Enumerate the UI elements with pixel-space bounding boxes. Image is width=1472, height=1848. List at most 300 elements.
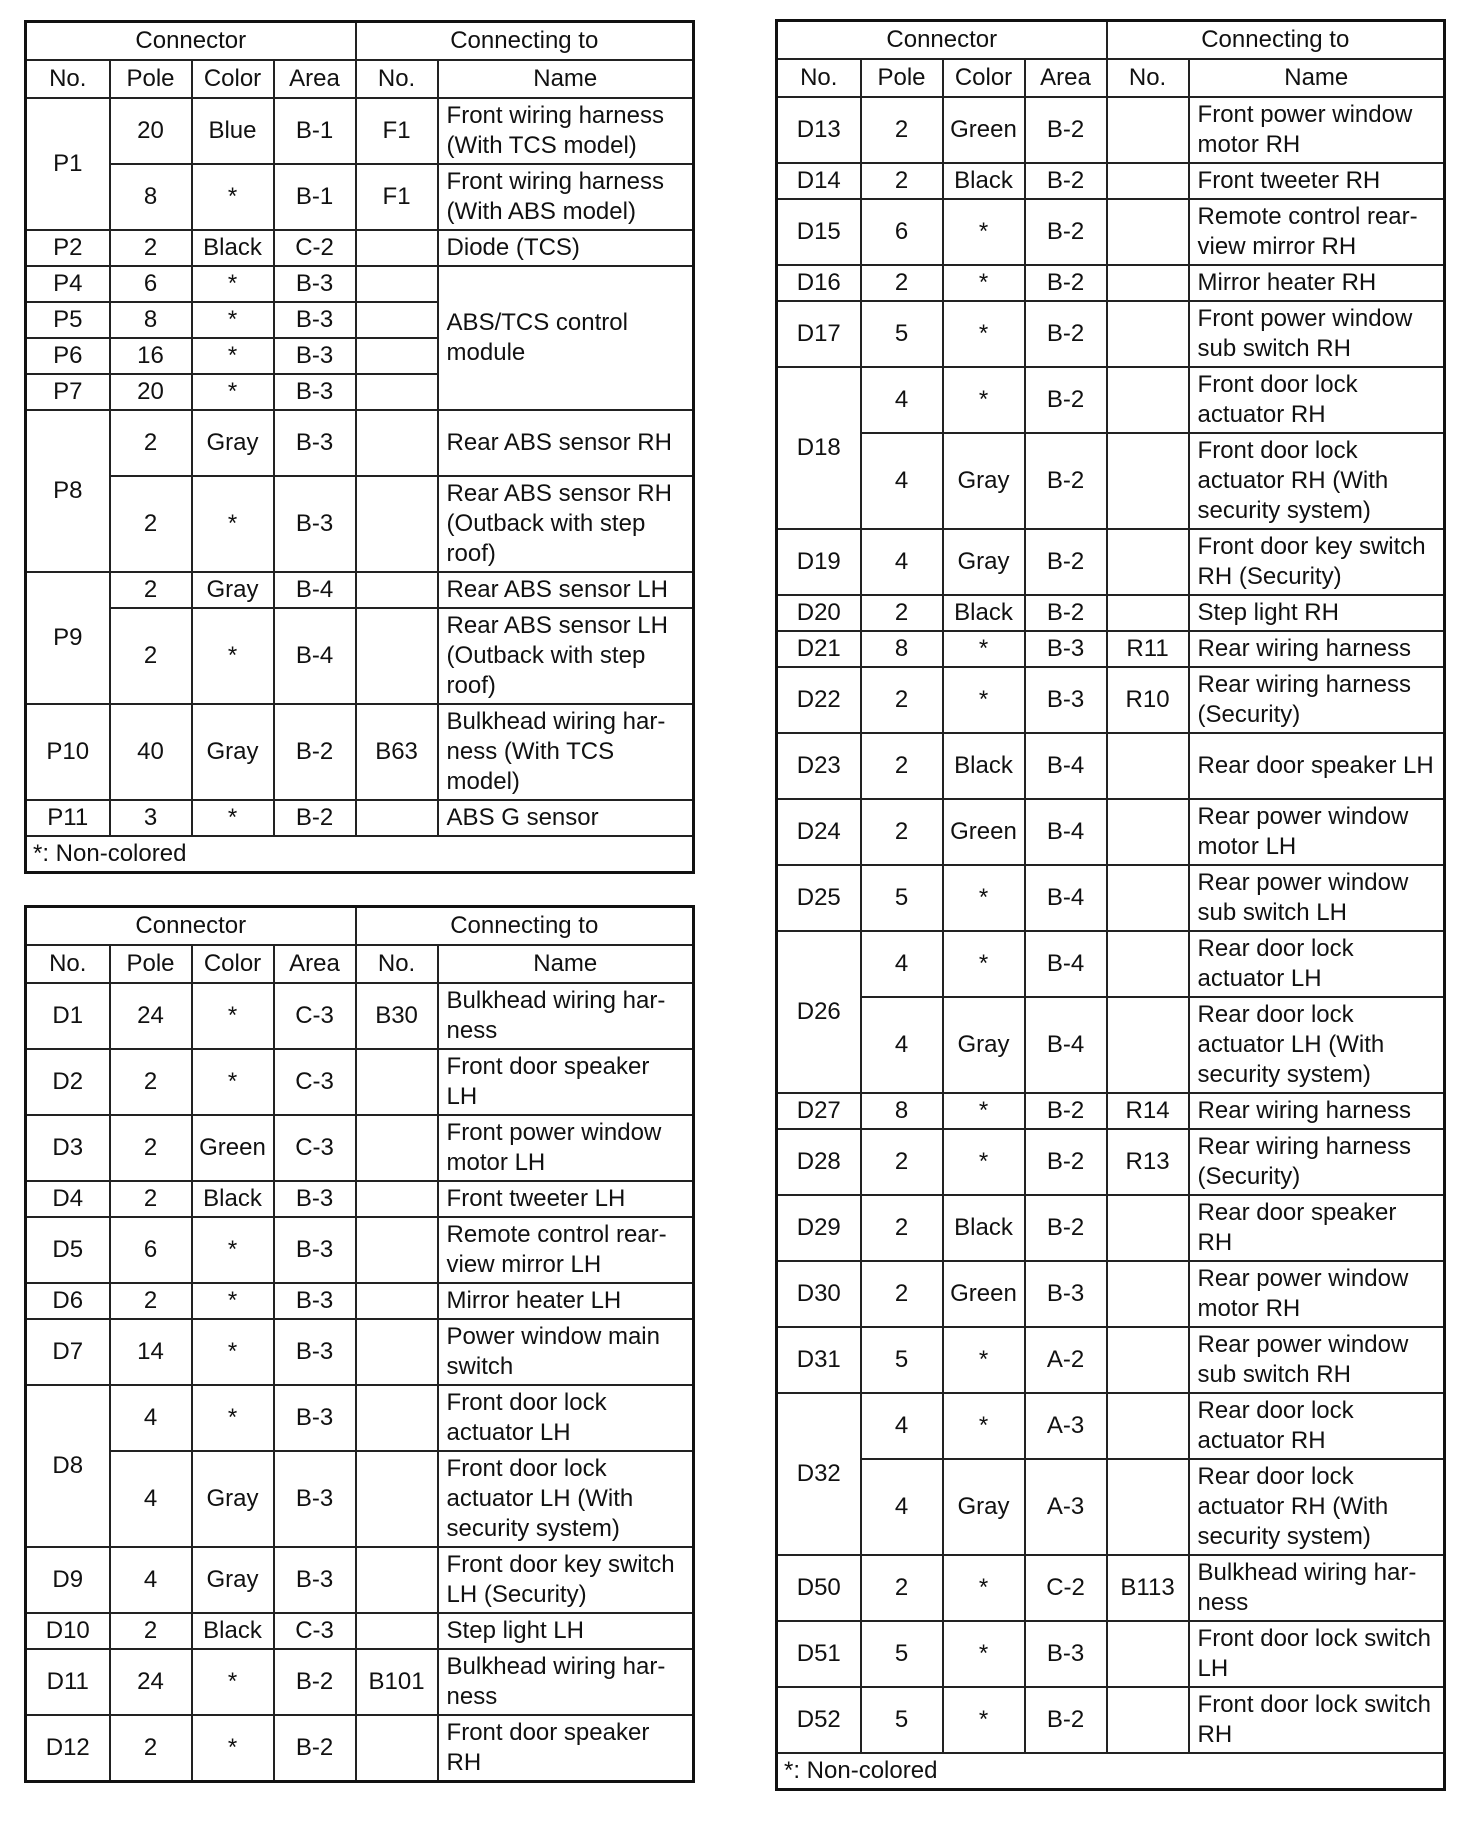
connector-no: D13 xyxy=(777,97,861,163)
wire-color: Black xyxy=(192,1613,274,1649)
connecting-no: F1 xyxy=(356,164,438,230)
pole-count: 4 xyxy=(861,367,943,433)
area-code: B-2 xyxy=(1025,367,1107,433)
pole-count: 2 xyxy=(110,1715,192,1781)
area-code: B-3 xyxy=(1025,1261,1107,1327)
area-code: B-4 xyxy=(1025,799,1107,865)
connecting-no xyxy=(1107,931,1189,997)
header-to-no: No. xyxy=(1107,59,1189,97)
pole-count: 8 xyxy=(861,1093,943,1129)
header-area: Area xyxy=(1025,59,1107,97)
pole-count: 4 xyxy=(110,1547,192,1613)
area-code: B-2 xyxy=(274,1715,356,1781)
connector-no: D19 xyxy=(777,529,861,595)
connecting-no xyxy=(1107,865,1189,931)
connecting-name: ABS G sensor xyxy=(438,800,694,836)
connecting-no xyxy=(356,338,438,374)
header-area: Area xyxy=(274,945,356,983)
table-row xyxy=(26,1217,694,1283)
header-no: No. xyxy=(26,60,110,98)
connecting-no: B63 xyxy=(356,704,438,800)
connector-no: P11 xyxy=(26,800,110,836)
table-row xyxy=(26,1115,694,1181)
connecting-name: Rear wiring harness xyxy=(1189,1093,1445,1129)
table-row xyxy=(26,230,694,266)
area-code: B-3 xyxy=(1025,631,1107,667)
connector-no: P8 xyxy=(26,410,110,572)
pole-count: 2 xyxy=(861,97,943,163)
connector-no: P10 xyxy=(26,704,110,800)
connecting-name: Rear ABS sensor LH xyxy=(438,572,694,608)
connecting-name: Rear power window sub switch RH xyxy=(1189,1327,1445,1393)
area-code: B-3 xyxy=(1025,1621,1107,1687)
connecting-no xyxy=(356,476,438,572)
area-code: B-2 xyxy=(1025,1093,1107,1129)
connecting-name: Front tweeter RH xyxy=(1189,163,1445,199)
wire-color: * xyxy=(943,931,1025,997)
wire-color: * xyxy=(192,302,274,338)
header-to-no: No. xyxy=(356,60,438,98)
table-row xyxy=(26,1385,694,1451)
wire-color: Gray xyxy=(192,572,274,608)
wire-color: * xyxy=(192,164,274,230)
connecting-no xyxy=(356,266,438,302)
header-color: Color xyxy=(192,945,274,983)
pole-count: 2 xyxy=(110,608,192,704)
connecting-no: R14 xyxy=(1107,1093,1189,1129)
connector-no: D8 xyxy=(26,1385,110,1547)
connecting-name: Remote control rear-view mirror LH xyxy=(438,1217,694,1283)
table-row xyxy=(26,1715,694,1781)
connecting-no xyxy=(1107,595,1189,631)
wire-color: * xyxy=(192,1283,274,1319)
header-no: No. xyxy=(777,59,861,97)
area-code: B-2 xyxy=(274,1649,356,1715)
table-row xyxy=(777,163,1445,199)
table-row xyxy=(777,1555,1445,1621)
pole-count: 5 xyxy=(861,1621,943,1687)
pole-count: 2 xyxy=(110,1613,192,1649)
header-to-no: No. xyxy=(356,945,438,983)
wire-color: Black xyxy=(192,1181,274,1217)
connecting-name: Rear wiring harness (Security) xyxy=(1189,1129,1445,1195)
area-code: B-3 xyxy=(274,1385,356,1451)
wire-color: * xyxy=(943,865,1025,931)
connecting-name: ABS/TCS control module xyxy=(438,266,694,410)
connector-no: D31 xyxy=(777,1327,861,1393)
connector-no: P5 xyxy=(26,302,110,338)
connecting-no: B30 xyxy=(356,983,438,1049)
connector-no: D22 xyxy=(777,667,861,733)
connecting-no xyxy=(1107,199,1189,265)
connecting-name: Front power window sub switch RH xyxy=(1189,301,1445,367)
connector-no: D17 xyxy=(777,301,861,367)
footnote-row xyxy=(26,836,694,872)
header-connecting-to: Connecting to xyxy=(356,907,694,946)
pole-count: 4 xyxy=(861,931,943,997)
connecting-no xyxy=(1107,1195,1189,1261)
table-row xyxy=(26,572,694,608)
wire-color: * xyxy=(943,631,1025,667)
connecting-name: Rear power window motor LH xyxy=(1189,799,1445,865)
wire-color: * xyxy=(943,1621,1025,1687)
wire-color: Green xyxy=(943,97,1025,163)
table-row xyxy=(777,1687,1445,1753)
connector-no: D18 xyxy=(777,367,861,529)
header-connector: Connector xyxy=(26,22,356,61)
wire-color: * xyxy=(943,1129,1025,1195)
table-row xyxy=(26,800,694,836)
area-code: B-3 xyxy=(274,1217,356,1283)
connecting-no xyxy=(356,230,438,266)
connecting-name: Bulkhead wiring har-ness xyxy=(1189,1555,1445,1621)
connecting-no xyxy=(1107,97,1189,163)
header-name: Name xyxy=(1189,59,1445,97)
table-row xyxy=(26,608,694,704)
table-row xyxy=(777,433,1445,529)
connecting-no xyxy=(356,1385,438,1451)
table-row xyxy=(777,97,1445,163)
area-code: B-3 xyxy=(274,1181,356,1217)
wire-color: * xyxy=(192,338,274,374)
connecting-name: Mirror heater LH xyxy=(438,1283,694,1319)
connector-no: D29 xyxy=(777,1195,861,1261)
area-code: B-2 xyxy=(1025,1687,1107,1753)
connecting-no: R13 xyxy=(1107,1129,1189,1195)
wire-color: * xyxy=(192,476,274,572)
table-row xyxy=(26,476,694,572)
area-code: B-3 xyxy=(274,1547,356,1613)
connecting-no xyxy=(356,374,438,410)
table-row xyxy=(777,367,1445,433)
table-row xyxy=(26,98,694,164)
pole-count: 2 xyxy=(110,476,192,572)
connecting-name: Rear door lock actuator RH (With security system) xyxy=(1189,1459,1445,1555)
header-no: No. xyxy=(26,945,110,983)
area-code: C-3 xyxy=(274,983,356,1049)
area-code: B-4 xyxy=(1025,997,1107,1093)
area-code: B-2 xyxy=(1025,1129,1107,1195)
header-name: Name xyxy=(438,945,694,983)
pole-count: 8 xyxy=(110,164,192,230)
area-code: C-3 xyxy=(274,1115,356,1181)
area-code: B-3 xyxy=(274,476,356,572)
table-row xyxy=(777,799,1445,865)
connecting-no xyxy=(1107,433,1189,529)
connector-table-d-right xyxy=(775,19,1446,1791)
header-pole: Pole xyxy=(110,60,192,98)
wire-color: Gray xyxy=(192,410,274,476)
connecting-no: B113 xyxy=(1107,1555,1189,1621)
connector-no: D25 xyxy=(777,865,861,931)
area-code: A-3 xyxy=(1025,1459,1107,1555)
connecting-no xyxy=(356,410,438,476)
pole-count: 2 xyxy=(861,163,943,199)
pole-count: 4 xyxy=(861,433,943,529)
table-row xyxy=(777,1195,1445,1261)
connecting-name: Front door lock switch RH xyxy=(1189,1687,1445,1753)
connecting-no xyxy=(356,1217,438,1283)
pole-count: 16 xyxy=(110,338,192,374)
connector-no: D28 xyxy=(777,1129,861,1195)
connecting-no xyxy=(1107,1687,1189,1753)
connecting-name: Rear ABS sensor RH (Outback with step roof) xyxy=(438,476,694,572)
connecting-no xyxy=(356,572,438,608)
connector-no: D15 xyxy=(777,199,861,265)
pole-count: 2 xyxy=(861,1129,943,1195)
pole-count: 4 xyxy=(110,1385,192,1451)
connector-no: P9 xyxy=(26,572,110,704)
connecting-name: Front door lock actuator RH (With security system) xyxy=(1189,433,1445,529)
pole-count: 40 xyxy=(110,704,192,800)
table-row xyxy=(777,1129,1445,1195)
wire-color: * xyxy=(192,374,274,410)
area-code: B-4 xyxy=(1025,733,1107,799)
connector-no: D20 xyxy=(777,595,861,631)
pole-count: 4 xyxy=(110,1451,192,1547)
connecting-name: Front door lock actuator LH xyxy=(438,1385,694,1451)
table-row xyxy=(26,1283,694,1319)
wire-color: * xyxy=(192,1715,274,1781)
table-row xyxy=(26,1547,694,1613)
connecting-no xyxy=(1107,1327,1189,1393)
header-pole: Pole xyxy=(861,59,943,97)
table-row xyxy=(26,164,694,230)
connecting-no xyxy=(1107,265,1189,301)
table-row xyxy=(777,997,1445,1093)
connector-no: D9 xyxy=(26,1547,110,1613)
table-row xyxy=(777,265,1445,301)
pole-count: 4 xyxy=(861,1393,943,1459)
wire-color: * xyxy=(943,367,1025,433)
area-code: A-2 xyxy=(1025,1327,1107,1393)
connecting-no xyxy=(1107,733,1189,799)
wire-color: Green xyxy=(943,799,1025,865)
area-code: B-3 xyxy=(274,374,356,410)
area-code: B-3 xyxy=(274,302,356,338)
area-code: B-4 xyxy=(1025,865,1107,931)
connecting-name: Front door speaker RH xyxy=(438,1715,694,1781)
connecting-no xyxy=(356,608,438,704)
wire-color: Gray xyxy=(192,1451,274,1547)
connecting-name: Front wiring harness (With TCS model) xyxy=(438,98,694,164)
connecting-name: Rear power window sub switch LH xyxy=(1189,865,1445,931)
header-connecting-to: Connecting to xyxy=(356,22,694,61)
wire-color: * xyxy=(192,1319,274,1385)
table-row xyxy=(777,595,1445,631)
connecting-no xyxy=(356,1049,438,1115)
header-connecting-to: Connecting to xyxy=(1107,21,1445,60)
connecting-no: R10 xyxy=(1107,667,1189,733)
wire-color: * xyxy=(192,1649,274,1715)
connector-no: D23 xyxy=(777,733,861,799)
pole-count: 5 xyxy=(861,1687,943,1753)
wire-color: Black xyxy=(943,1195,1025,1261)
pole-count: 2 xyxy=(861,733,943,799)
table-row xyxy=(777,301,1445,367)
connector-no: D21 xyxy=(777,631,861,667)
connecting-name: Remote control rear-view mirror RH xyxy=(1189,199,1445,265)
area-code: B-3 xyxy=(274,1451,356,1547)
connecting-no xyxy=(356,800,438,836)
connector-no: D14 xyxy=(777,163,861,199)
non-colored-note: *: Non-colored xyxy=(26,836,694,872)
connecting-name: Rear door speaker RH xyxy=(1189,1195,1445,1261)
table-row xyxy=(777,667,1445,733)
table-row xyxy=(26,983,694,1049)
pole-count: 2 xyxy=(861,265,943,301)
connecting-no: F1 xyxy=(356,98,438,164)
pole-count: 2 xyxy=(861,1195,943,1261)
table-row xyxy=(777,199,1445,265)
connecting-no xyxy=(1107,799,1189,865)
wire-color: Gray xyxy=(943,997,1025,1093)
connector-no: P7 xyxy=(26,374,110,410)
connecting-name: Rear ABS sensor LH (Outback with step roof) xyxy=(438,608,694,704)
connector-no: D1 xyxy=(26,983,110,1049)
wire-color: * xyxy=(943,199,1025,265)
non-colored-note: *: Non-colored xyxy=(777,1753,1445,1789)
connecting-name: Power window main switch xyxy=(438,1319,694,1385)
pole-count: 2 xyxy=(861,799,943,865)
area-code: B-2 xyxy=(1025,433,1107,529)
connecting-no xyxy=(1107,529,1189,595)
table-row xyxy=(777,1393,1445,1459)
connector-no: D32 xyxy=(777,1393,861,1555)
table-row xyxy=(26,410,694,476)
area-code: B-1 xyxy=(274,164,356,230)
pole-count: 4 xyxy=(861,529,943,595)
connector-no: D52 xyxy=(777,1687,861,1753)
connecting-name: Bulkhead wiring har-ness xyxy=(438,983,694,1049)
header-area: Area xyxy=(274,60,356,98)
connecting-name: Rear door lock actuator RH xyxy=(1189,1393,1445,1459)
wire-color: Black xyxy=(192,230,274,266)
pole-count: 5 xyxy=(861,301,943,367)
wire-color: Gray xyxy=(943,1459,1025,1555)
pole-count: 8 xyxy=(861,631,943,667)
connecting-name: Front tweeter LH xyxy=(438,1181,694,1217)
pole-count: 2 xyxy=(861,1555,943,1621)
wire-color: * xyxy=(943,1327,1025,1393)
table-row xyxy=(26,1049,694,1115)
connector-no: D2 xyxy=(26,1049,110,1115)
wire-color: Black xyxy=(943,733,1025,799)
pole-count: 2 xyxy=(861,595,943,631)
connecting-no xyxy=(1107,997,1189,1093)
wire-color: Black xyxy=(943,595,1025,631)
pole-count: 2 xyxy=(110,1181,192,1217)
connecting-no xyxy=(356,1451,438,1547)
connector-no: D6 xyxy=(26,1283,110,1319)
connector-no: D4 xyxy=(26,1181,110,1217)
table-row xyxy=(777,1459,1445,1555)
connector-no: D26 xyxy=(777,931,861,1093)
connecting-name: Front door lock actuator RH xyxy=(1189,367,1445,433)
connector-table-d-left xyxy=(24,905,695,1783)
header-pole: Pole xyxy=(110,945,192,983)
connector-no: D11 xyxy=(26,1649,110,1715)
connecting-name: Diode (TCS) xyxy=(438,230,694,266)
pole-count: 4 xyxy=(861,997,943,1093)
table-row xyxy=(777,1327,1445,1393)
table-row xyxy=(777,733,1445,799)
area-code: B-1 xyxy=(274,98,356,164)
connector-no: D27 xyxy=(777,1093,861,1129)
table-row xyxy=(26,266,694,302)
area-code: B-2 xyxy=(274,800,356,836)
connector-no: D24 xyxy=(777,799,861,865)
area-code: B-3 xyxy=(274,266,356,302)
area-code: B-2 xyxy=(1025,163,1107,199)
connecting-name: Front door lock switch LH xyxy=(1189,1621,1445,1687)
connecting-no xyxy=(1107,301,1189,367)
table-row xyxy=(777,931,1445,997)
connecting-no xyxy=(356,1283,438,1319)
wire-color: * xyxy=(192,1217,274,1283)
area-code: C-2 xyxy=(1025,1555,1107,1621)
connector-no: D51 xyxy=(777,1621,861,1687)
connector-no: P4 xyxy=(26,266,110,302)
table-row xyxy=(777,1621,1445,1687)
connecting-name: Mirror heater RH xyxy=(1189,265,1445,301)
connecting-no xyxy=(1107,1261,1189,1327)
connecting-name: Rear wiring harness (Security) xyxy=(1189,667,1445,733)
connecting-no xyxy=(356,1547,438,1613)
area-code: B-2 xyxy=(1025,301,1107,367)
connecting-no xyxy=(356,1181,438,1217)
connecting-name: Bulkhead wiring har-ness xyxy=(438,1649,694,1715)
connecting-name: Step light LH xyxy=(438,1613,694,1649)
connector-no: P1 xyxy=(26,98,110,230)
area-code: B-4 xyxy=(274,608,356,704)
wire-color: * xyxy=(943,301,1025,367)
connecting-name: Front wiring harness (With ABS model) xyxy=(438,164,694,230)
table-row xyxy=(26,1613,694,1649)
wire-color: * xyxy=(943,265,1025,301)
connector-no: D50 xyxy=(777,1555,861,1621)
pole-count: 2 xyxy=(110,1115,192,1181)
area-code: B-2 xyxy=(1025,265,1107,301)
pole-count: 3 xyxy=(110,800,192,836)
connecting-name: Rear ABS sensor RH xyxy=(438,410,694,476)
connecting-no: R11 xyxy=(1107,631,1189,667)
wire-color: Gray xyxy=(192,1547,274,1613)
connecting-name: Rear power window motor RH xyxy=(1189,1261,1445,1327)
wire-color: * xyxy=(192,1385,274,1451)
pole-count: 2 xyxy=(110,1283,192,1319)
wire-color: * xyxy=(192,800,274,836)
area-code: B-2 xyxy=(1025,1195,1107,1261)
wire-color: Gray xyxy=(943,433,1025,529)
area-code: B-4 xyxy=(1025,931,1107,997)
connecting-no xyxy=(356,1115,438,1181)
pole-count: 4 xyxy=(861,1459,943,1555)
connector-no: D5 xyxy=(26,1217,110,1283)
pole-count: 2 xyxy=(861,667,943,733)
area-code: B-2 xyxy=(1025,595,1107,631)
connector-no: D16 xyxy=(777,265,861,301)
pole-count: 6 xyxy=(110,266,192,302)
table-row xyxy=(777,1093,1445,1129)
wire-color: Green xyxy=(192,1115,274,1181)
connecting-name: Front door speaker LH xyxy=(438,1049,694,1115)
connecting-name: Rear wiring harness xyxy=(1189,631,1445,667)
area-code: A-3 xyxy=(1025,1393,1107,1459)
footnote-row xyxy=(777,1753,1445,1789)
table-row xyxy=(26,704,694,800)
table-row xyxy=(26,1451,694,1547)
